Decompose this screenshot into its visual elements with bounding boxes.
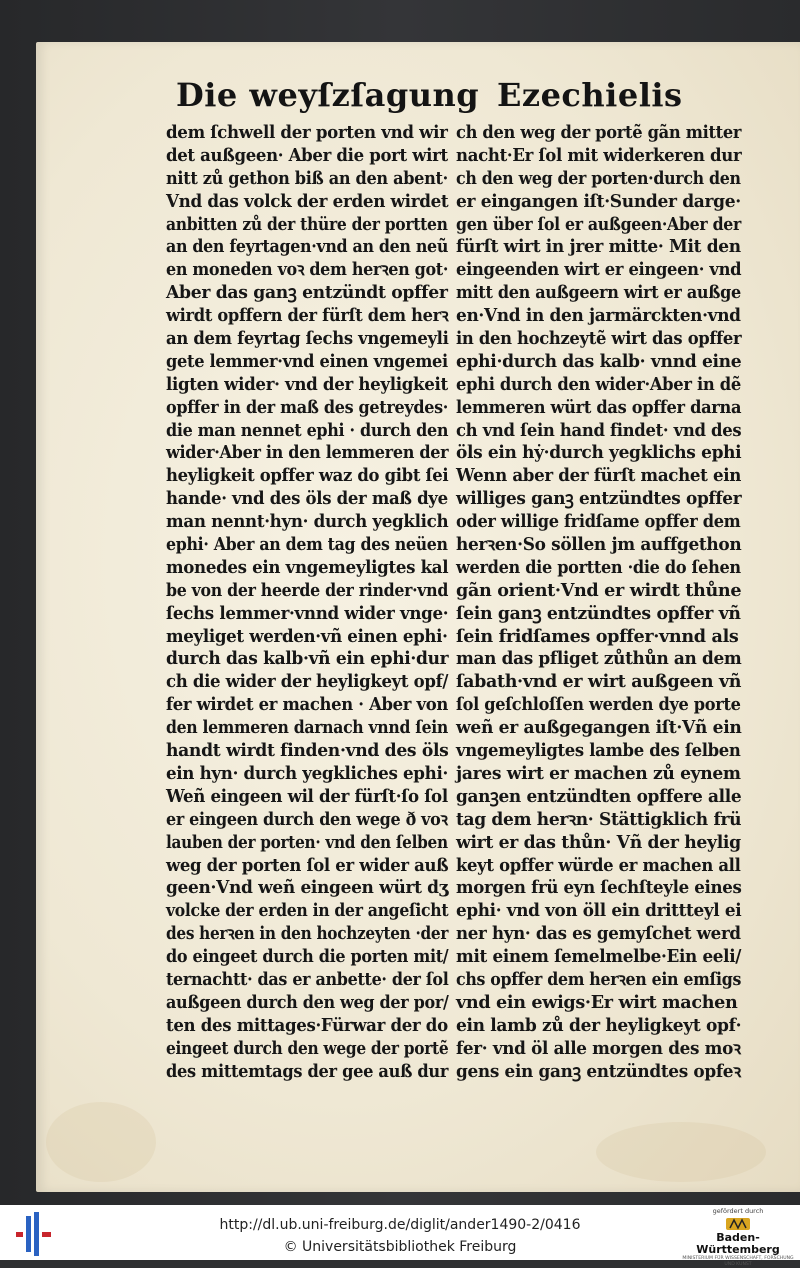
text-line: chs opffer dem herꝛen ein emſigs bbox=[456, 968, 742, 990]
text-line: wirt er das thůn· Vñ der heylig bbox=[456, 831, 741, 853]
text-line: er eingangen iſt·Sunder darge· bbox=[456, 190, 741, 212]
text-line: ganꝫen entzündten opffere alle bbox=[456, 785, 742, 807]
text-line: volcke der erden in der angeſicht bbox=[166, 900, 449, 922]
text-line: ſein fridſames opffer·vnnd als bbox=[456, 625, 739, 647]
funder-label: gefördert durch bbox=[712, 1207, 764, 1215]
text-line: des herꝛen in den hochzeyten ·der bbox=[166, 923, 449, 945]
text-line: Wenn aber der fürſt machet ein bbox=[456, 465, 742, 487]
text-line: monedes ein vngemeyligtes kal bbox=[166, 556, 449, 578]
text-line: Weñ eingeen wil der fürſt·ſo ſol bbox=[166, 785, 448, 807]
text-line: nacht·Er ſol mit widerkeren dur bbox=[456, 144, 742, 166]
text-line: ch den weg der porten·durch den bbox=[456, 167, 741, 189]
page-stain bbox=[596, 1122, 766, 1182]
funder-subtitle: MINISTERIUM FÜR WISSENSCHAFT, FORSCHUNG UND KUNST bbox=[682, 1256, 794, 1267]
text-line: ephi durch den wider·Aber in dẽ bbox=[456, 373, 741, 395]
text-line: dem ſchwell der porten vnd wir bbox=[166, 122, 448, 143]
text-line: anbitten zů der thüre der portten bbox=[166, 213, 448, 235]
text-line: wider·Aber in den lemmeren der bbox=[166, 442, 449, 464]
text-line: mitt den außgeern wirt er außge bbox=[456, 282, 741, 304]
text-line: gens ein ganꝫ entzündtes opfeꝛ bbox=[456, 1060, 741, 1082]
funder-logo bbox=[680, 1207, 796, 1267]
text-line: lemmeren würt das opffer darna bbox=[456, 396, 742, 418]
text-line: man das pfliget zůthůn an dem bbox=[456, 648, 742, 670]
text-line: eingeet durch den wege der portẽ bbox=[166, 1037, 449, 1059]
text-line: fürſt wirt in jrer mitte· Mit den bbox=[456, 236, 741, 258]
text-line: ſol geſchloſſen werden dye porte bbox=[456, 694, 741, 716]
text-line: ch die wider der heyligkeyt opf/ bbox=[166, 671, 449, 693]
text-line: werden die portten ·die do ſehen bbox=[456, 556, 741, 578]
running-title-right: Ezechielis bbox=[497, 76, 683, 114]
text-line: ephi· Aber an dem tag des neüen bbox=[166, 534, 448, 556]
text-line: morgen frü eyn ſechſteyle eines bbox=[456, 877, 742, 899]
text-line: lauben der porten· vnd den ſelben bbox=[166, 831, 448, 853]
text-column-right bbox=[456, 122, 741, 1083]
text-line: ſein ganꝫ entzündtes opffer vñ bbox=[456, 602, 741, 624]
text-line: öls ein hẏ·durch yegklichs ephi bbox=[456, 442, 742, 464]
copyright-notice: © Universitätsbibliothek Freiburg bbox=[283, 1239, 517, 1255]
text-line: ſabath·vnd er wirt außgeen vñ bbox=[456, 671, 742, 693]
running-title-left: Die weyſzſagung bbox=[176, 76, 480, 114]
text-line: er eingeen durch den wege ð voꝛ bbox=[166, 808, 448, 830]
text-line: ſechs lemmer·vnnd wider vnge· bbox=[166, 602, 449, 624]
funder-name: Baden-Württemberg bbox=[696, 1231, 780, 1256]
text-line: hande· vnd des öls der maß dye bbox=[166, 488, 448, 510]
text-line: Aber das ganꝫ entzündt opffer bbox=[166, 282, 448, 304]
text-line: weg der porten ſol er wider auß bbox=[166, 854, 449, 876]
text-line: handt wirdt finden·vnd des öls bbox=[166, 740, 449, 762]
text-line: gete lemmer·vnd einen vngemei bbox=[166, 350, 448, 372]
text-line: außgeen durch den weg der por/ bbox=[166, 991, 449, 1013]
text-line: meyliget werden·vñ einen ephi· bbox=[166, 625, 448, 647]
text-line: opffer in der maß des getreydes· bbox=[166, 396, 449, 418]
page-stain bbox=[46, 1102, 156, 1182]
text-line: wirdt opffern der fürſt dem herꝛ bbox=[166, 305, 449, 327]
text-line: mit einem ſemelmelbe·Ein eeli/ bbox=[456, 946, 742, 968]
text-line: fer· vnd öl alle morgen des moꝛ bbox=[456, 1037, 741, 1059]
text-line: durch das kalb·vñ ein ephi·dur bbox=[166, 648, 449, 670]
text-line: ligten wider· vnd der heyligkeit bbox=[166, 373, 448, 395]
text-line: in den hochzeytẽ wirt das opffer bbox=[456, 328, 742, 350]
text-line: an den feyrtagen·vnd an den neũ bbox=[166, 236, 449, 258]
text-line: eingeenden wirt er eingeen· vnd bbox=[456, 259, 742, 281]
text-line: ch den weg der portẽ gãn mitter bbox=[456, 122, 742, 143]
text-line: ephi·durch das kalb· vnnd eine bbox=[456, 350, 742, 372]
text-line: ner hyn· das es gemyſchet werd bbox=[456, 923, 741, 945]
text-line: gen über ſol er außgeen·Aber der bbox=[456, 213, 741, 235]
text-line: keyt opffer würde er machen all bbox=[456, 854, 741, 876]
text-line: williges ganꝫ entzündtes opffer bbox=[456, 488, 742, 510]
text-line: oder willige fridſame opffer dem bbox=[456, 511, 741, 533]
text-line: ternachtt· das er anbette· der ſol bbox=[166, 968, 449, 990]
text-line: ein hyn· durch yegkliches ephi· bbox=[166, 762, 448, 784]
text-line: Vnd das volck der erden wirdet bbox=[166, 190, 449, 212]
permalink-url[interactable]: http://dl.ub.uni-freiburg.de/diglit/ander1490-2/0416 bbox=[219, 1217, 581, 1233]
text-line: ephi· vnd von öll ein drittteyl ei bbox=[456, 900, 742, 922]
text-line: geen·Vnd weñ eingeen würt dʒ bbox=[166, 877, 449, 899]
text-line: en moneden voꝛ dem herꝛen got· bbox=[166, 259, 449, 281]
text-line: jares wirt er machen zů eynem bbox=[456, 762, 741, 784]
text-line: ein lamb zů der heyligkeyt opf· bbox=[456, 1014, 742, 1036]
text-line: man nennt·hyn· durch yegklich bbox=[166, 511, 449, 533]
text-line: vnd ein ewigs·Er wirt machen bbox=[456, 991, 738, 1013]
text-line: weñ er außgegangen iſt·Vñ ein bbox=[456, 717, 742, 739]
text-line: ch vnd ſein hand findet· vnd des bbox=[456, 419, 742, 441]
text-line: des mittemtags der gee auß dur bbox=[166, 1060, 449, 1082]
crest-icon bbox=[725, 1216, 751, 1232]
text-line: herꝛen·So söllen jm auffgethon bbox=[456, 534, 742, 556]
text-line: nitt zů gethon biß an den abent· bbox=[166, 167, 448, 189]
text-line: ten des mittages·Fürwar der do bbox=[166, 1014, 448, 1036]
text-line: det außgeen· Aber die port wirt bbox=[166, 144, 448, 166]
text-column-left bbox=[166, 122, 448, 1083]
text-line: be von der heerde der rinder·vnd bbox=[166, 579, 449, 601]
text-line: tag dem herꝛn· Stättigklich frü bbox=[456, 808, 742, 830]
text-line: vngemeyligtes lambe des ſelben bbox=[456, 740, 741, 762]
text-line: en·Vnd in den jarmärckten·vnd bbox=[456, 305, 741, 327]
text-line: den lemmeren darnach vnnd ſein bbox=[166, 717, 449, 739]
text-line: fer wirdet er machen · Aber von bbox=[166, 694, 448, 716]
text-line: an dem feyrtag ſechs vngemeyli bbox=[166, 328, 449, 350]
text-line: die man nennet ephi · durch den bbox=[166, 419, 449, 441]
text-line: heyligkeit opffer waz do gibt ſei bbox=[166, 465, 449, 487]
text-line: do eingeet durch die porten mit/ bbox=[166, 946, 449, 968]
text-line: gãn orient·Vnd er wirdt thůne bbox=[456, 579, 742, 601]
